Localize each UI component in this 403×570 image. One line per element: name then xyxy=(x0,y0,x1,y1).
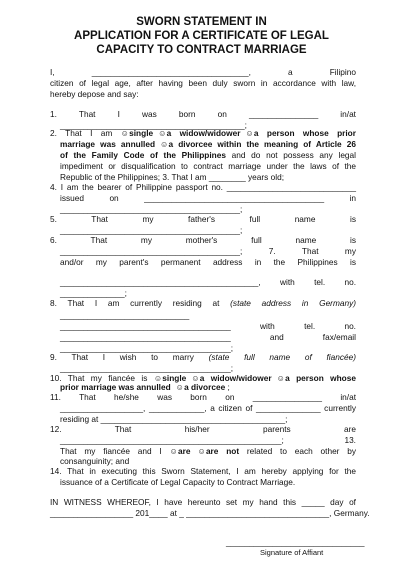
option-fiancee-widow[interactable]: ☺a widow/widower xyxy=(191,373,272,383)
item-2-line-c xyxy=(60,151,356,159)
intro-line-1: I, __________________________________, a Filipino xyxy=(50,67,356,77)
item-13-rest: related to each other by xyxy=(239,446,357,456)
witness-line-1: IN WITNESS WHEREOF, I have hereunto set my hand this _____ day of xyxy=(50,497,356,507)
witness-line-2: __________________ 201____ at _ _______________________________, Germany. xyxy=(50,508,370,518)
item-13-text: That my fiancée and I xyxy=(60,446,170,456)
item-7-tel-line: ______________; xyxy=(60,288,127,298)
item-8-instruction: (state address in Germany) xyxy=(230,298,356,308)
intro-line-3: hereby depose and say: xyxy=(50,89,139,99)
item-8-fax: _____________________________________ and fax/email xyxy=(60,332,356,342)
item-2-status-line xyxy=(50,129,356,137)
family-code-label: of the Family Code of the Philippines xyxy=(60,150,226,160)
option-are-not[interactable]: ☺are not xyxy=(197,446,240,456)
title-line-1: SWORN STATEMENT IN xyxy=(136,16,267,28)
item-7-address-line: ___________________________________________, with tel. no. xyxy=(60,277,356,287)
option-single[interactable]: ☺single xyxy=(120,128,154,138)
item-11-citizen: __________________, ____________, a citizen of ______________ currently xyxy=(60,403,356,413)
option-fiancee-single[interactable]: ☺single xyxy=(153,373,187,383)
item-2-text-c: and do not possess any legal xyxy=(225,150,357,160)
item-5-father-line: _______________________________________; xyxy=(60,225,243,235)
item-6-mother: 6. That my mother's full name is xyxy=(50,235,356,245)
item-8-text: 8. That I am currently residing at xyxy=(50,298,231,308)
option-widow-widower[interactable]: ☺a widow/widower xyxy=(158,128,241,138)
item-9-text: 9. That I wish to marry xyxy=(50,352,209,362)
option-are[interactable]: ☺are xyxy=(169,446,191,456)
item-4-issued: issued on _______________________________________ in xyxy=(60,193,356,203)
intro-line-2: citizen of legal age, after having been duly sworn in accordance with law, xyxy=(50,78,356,88)
item-8-tel: _____________________________________ with tel. no. xyxy=(60,321,356,331)
title-line-2: APPLICATION FOR A CERTIFICATE OF LEGAL xyxy=(74,30,329,42)
item-1-birth: 1. That I was born on _______________ in/at xyxy=(50,109,356,119)
item-2-text: 2. That I am xyxy=(50,128,121,138)
signature-line: ______________________________ xyxy=(226,537,365,547)
option-fiancee-prior-marriage[interactable]: ☺a person whose xyxy=(276,373,356,383)
item-8-residence xyxy=(50,299,356,307)
item-4-place-line: _______________________________________; xyxy=(60,204,243,214)
item-11-fiancee-birth: 11. That he/she was born on _______________ in/at xyxy=(50,392,356,402)
item-1-birthplace-line: ________________________________________; xyxy=(60,120,247,130)
item-4-passport: 4. I am the bearer of Philippine passport no. ____________________________ xyxy=(50,182,356,192)
item-9-instruction: (state full name of fiancée) xyxy=(208,352,356,362)
item-3-age: Republic of the Philippines; 3. That I am ________ years old; xyxy=(60,172,285,182)
title-line-3: CAPACITY TO CONTRACT MARRIAGE xyxy=(96,44,307,56)
signature-label: Signature of Affiant xyxy=(260,548,324,557)
item-14-issuance: issuance of a Certificate of Legal Capacity to Contract Marriage. xyxy=(60,477,296,487)
annulled-label: marriage was annulled xyxy=(60,139,156,149)
item-6-mother-line: _______________________________________; 7. That my xyxy=(60,246,356,256)
item-10-line-b xyxy=(60,383,356,391)
item-13-consanguinity: consanguinity; and xyxy=(60,456,130,466)
item-8-line-b: ____________________________ xyxy=(60,310,190,320)
item-9-name-line: _____________________________________; xyxy=(60,363,234,373)
item-10-text: 10. That my fiancée is xyxy=(50,373,154,383)
item-12-parents: 12. That his/her parents are xyxy=(50,424,356,434)
item-2-line-d: impediment or disqualification to contract marriage under the laws of the xyxy=(60,161,356,171)
item-5-father: 5. That my father's full name is xyxy=(50,214,356,224)
option-fiancee-divorcee[interactable]: ☺a divorcee xyxy=(175,382,226,392)
item-9-marry xyxy=(50,353,356,361)
item-13-relation xyxy=(60,447,356,455)
option-prior-marriage[interactable]: ☺a person whose prior xyxy=(245,128,356,138)
item-8-email-line: _____________________________________; xyxy=(60,343,234,353)
item-10-end: ; xyxy=(225,382,230,392)
item-14-applying: 14. That in executing this Sworn Statement, I am hereby applying for the xyxy=(50,466,356,476)
option-divorcee[interactable]: ☺a divorcee within the meaning of Article 26 xyxy=(160,139,356,149)
item-11-residing: residing at ________________________________________; xyxy=(60,414,288,424)
item-12-parents-line: ________________________________________________; 13. xyxy=(60,435,356,445)
item-2-line-b xyxy=(60,140,356,148)
fiancee-annulled-label: prior marriage was annulled xyxy=(60,382,171,392)
item-7-address: and/or my parent's permanent address in the Philippines is xyxy=(60,257,356,267)
